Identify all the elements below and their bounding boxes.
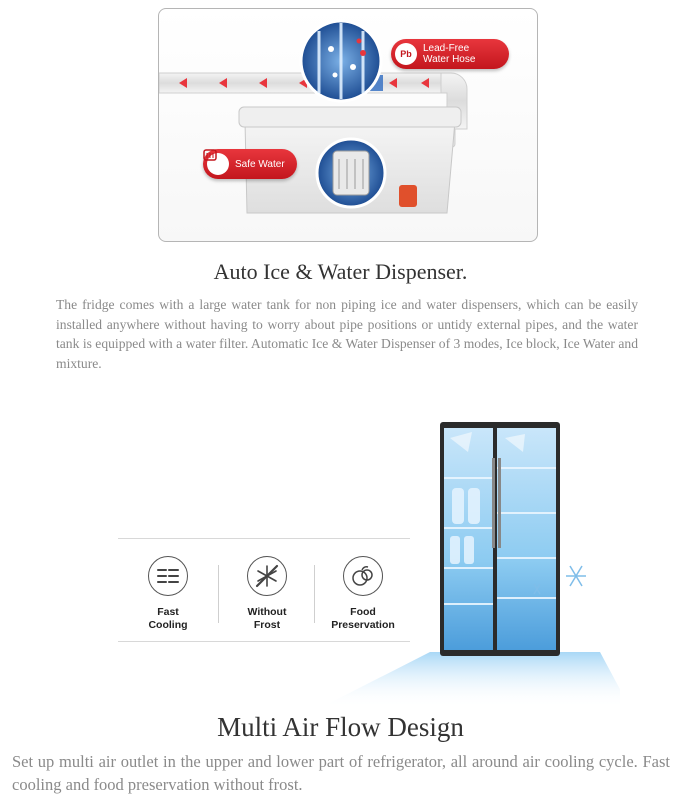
refrigerator-drawing [300, 418, 620, 718]
section-title-dispenser: Auto Ice & Water Dispenser. [213, 259, 468, 284]
water-tank-icon [207, 153, 229, 175]
feature-divider [218, 565, 219, 623]
water-tank-illustration [158, 8, 538, 242]
safe-water-label: Safe Water [235, 158, 285, 170]
feature-label-without-frost: Without Frost [247, 606, 287, 631]
lead-free-icon-text: Pb [400, 48, 412, 59]
lead-free-label: Lead-Free Water Hose [423, 43, 476, 65]
lead-free-icon [395, 43, 417, 65]
feature-label-food-preservation: Food Preservation [331, 606, 395, 631]
section-body-airflow: Set up multi air outlet in the upper and lower part of refrigerator, all around air cooling cycle. Fast cooling and food preservation without frost. [12, 752, 670, 794]
no-frost-icon [247, 556, 287, 596]
fast-cooling-icon [148, 556, 188, 596]
section-title-airflow: Multi Air Flow Design [217, 712, 464, 742]
lead-free-hose-badge [391, 39, 509, 69]
feature-fast-cooling [123, 556, 213, 632]
safe-water-badge [203, 149, 297, 179]
feature-without-frost [222, 556, 312, 632]
refrigerator-image [300, 418, 620, 718]
feature-label-fast-cooling: Fast Cooling [148, 606, 188, 631]
section-body-dispenser: The fridge comes with a large water tank for non piping ice and water dispensers, which can be easily installed anywhere without having to worry about pipe positions or untidy external pipes, and the water tank is equipped with a water filter. Automatic Ice & Water Dispenser of 3 modes, Ice block, Ice Water and mixture. [56, 297, 638, 371]
